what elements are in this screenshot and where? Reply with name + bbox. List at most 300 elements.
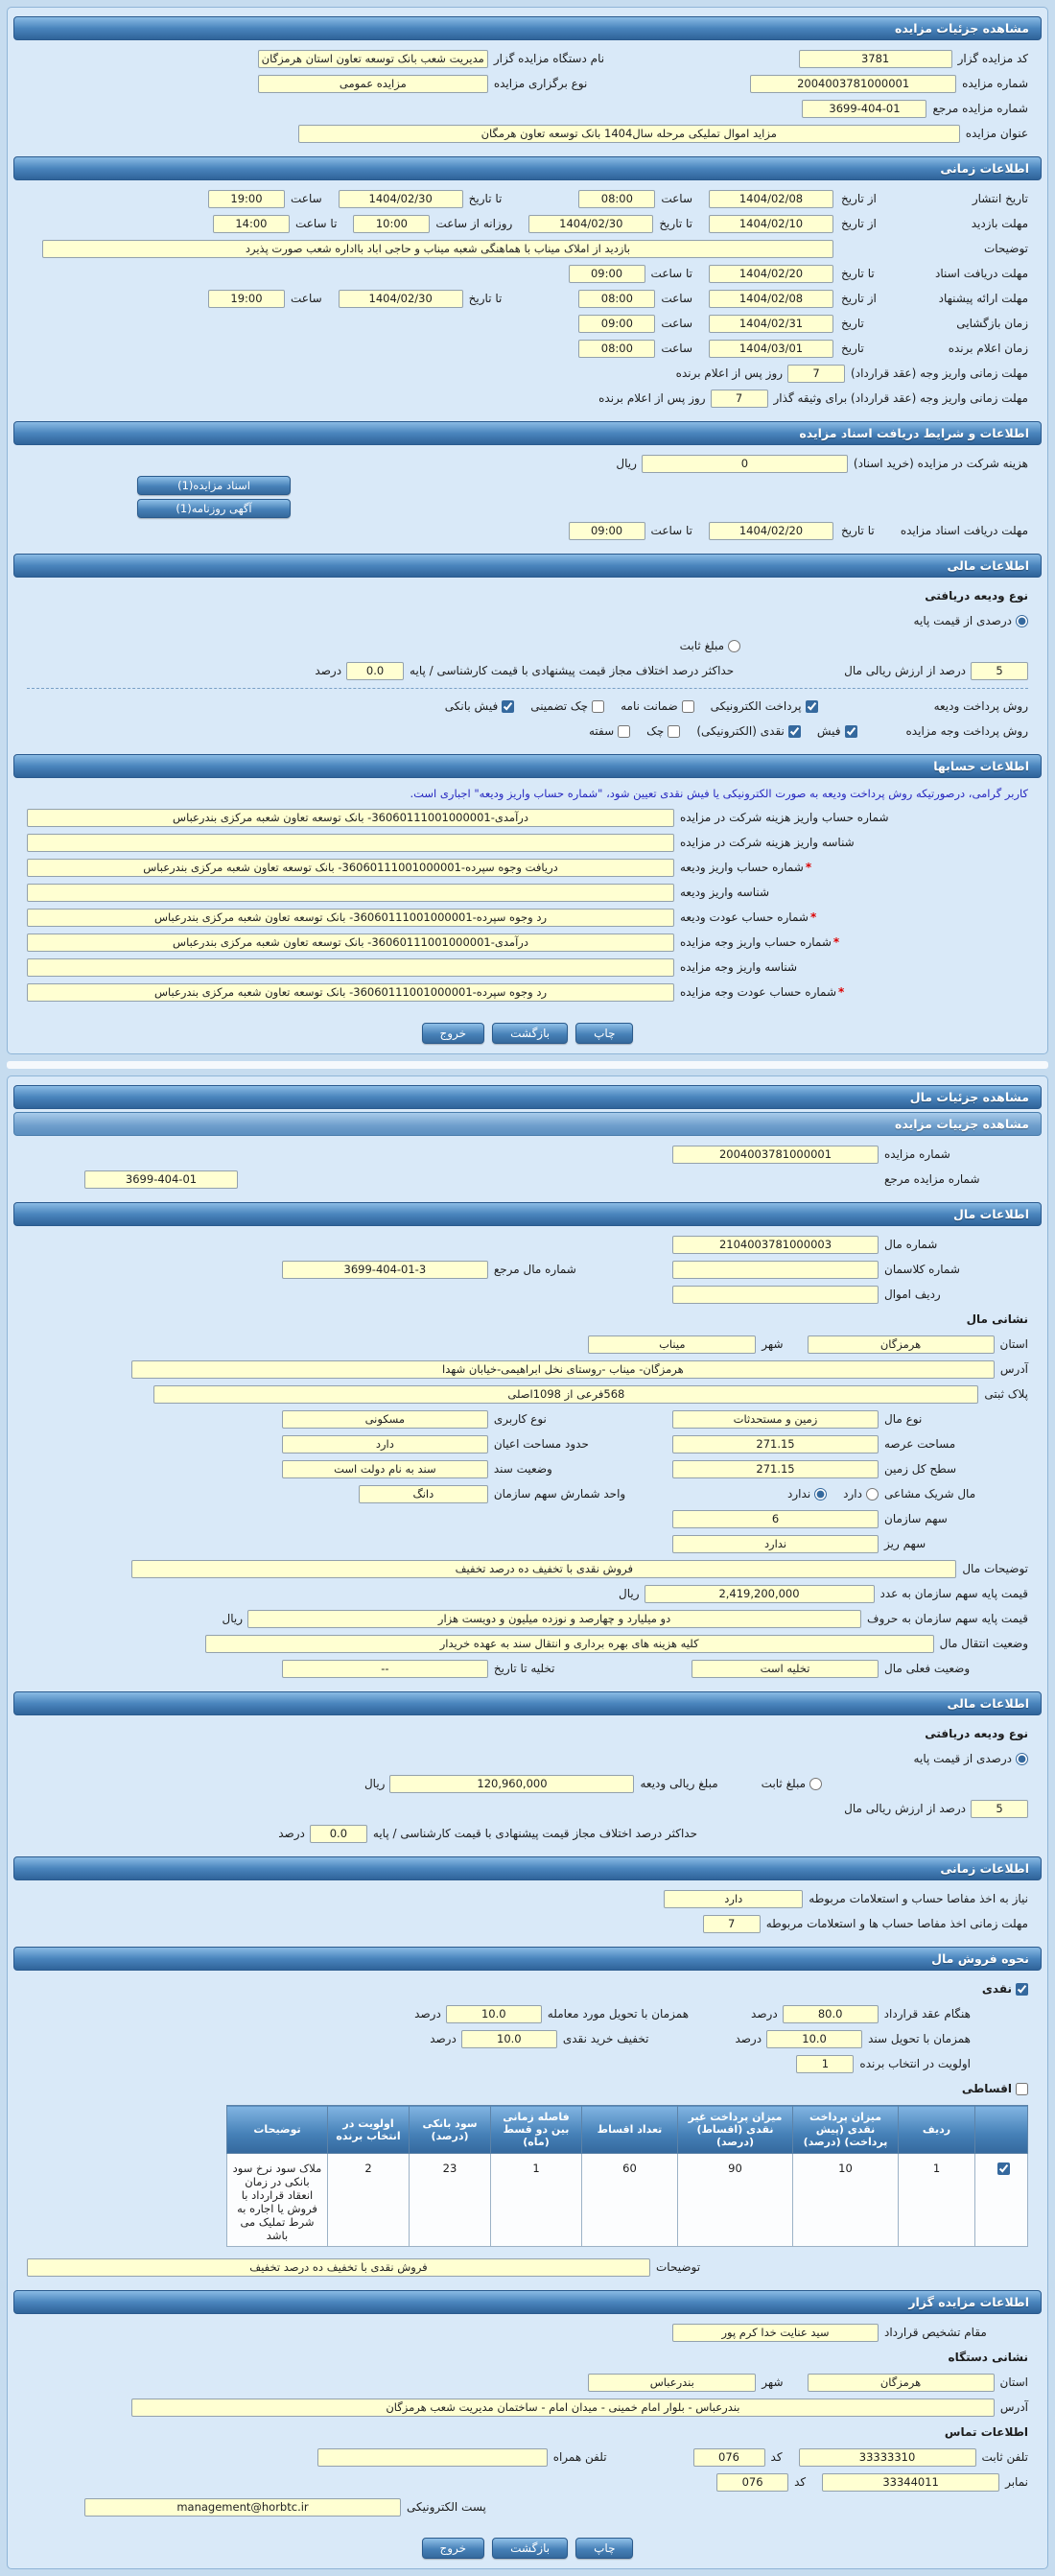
max-diff2-label: حداکثر درصد اختلاف مجاز قیمت پیشنهادی با قیمت کارشناسی / پایه xyxy=(372,1827,697,1840)
cash-electronic-checkbox[interactable] xyxy=(788,725,801,738)
row-current-status xyxy=(17,1656,1038,1681)
installment-interval-header: فاصله زمانی بین دو قسط (ماه) xyxy=(491,2106,582,2154)
deposit-percent-radio2[interactable] xyxy=(1016,1753,1028,1765)
auction-ref-input[interactable] xyxy=(802,100,926,118)
winner-time-input[interactable] xyxy=(578,340,655,358)
deposit-fixed-option2-label: مبلغ ثابت xyxy=(761,1777,806,1790)
fee-deposit-id-label: شناسه واریز هزینه شرکت در مزایده xyxy=(680,836,855,849)
deposit-amount-currency: ریال xyxy=(363,1777,386,1790)
phone-code-label: کد xyxy=(770,2450,783,2464)
row-fee-account xyxy=(17,805,1038,830)
row-payment-account xyxy=(17,930,1038,955)
payment-account-input[interactable] xyxy=(27,934,674,952)
opening-label: زمان بازگشایی تاریخ xyxy=(841,317,1028,330)
seller-header: اطلاعات مزایده گزار xyxy=(13,2290,1042,2314)
seller-address-label: آدرس xyxy=(999,2400,1028,2414)
visit-to-date-label: تا تاریخ xyxy=(659,217,692,230)
timing-header: اطلاعات زمانی xyxy=(13,156,1042,180)
payment-id-input[interactable] xyxy=(27,958,674,977)
installment-table-header-row xyxy=(227,2106,1028,2154)
property-no-label: شماره مال xyxy=(884,1238,938,1251)
property-row-no-label: ردیف اموال xyxy=(884,1288,941,1301)
docs-receive-deadline-date-input[interactable] xyxy=(709,522,833,540)
publish-label: تاریخ انتشار از تاریخ xyxy=(841,192,1028,205)
cash-discount-label: تخفیف خرید نقدی xyxy=(562,2032,649,2045)
row-property-address-group xyxy=(17,1307,1038,1332)
auction-no-label: شماره مزایده xyxy=(962,77,1028,90)
seller-address-input[interactable] xyxy=(131,2399,995,2417)
shared-none-label: ندارد xyxy=(787,1487,811,1501)
row-doc-buttons xyxy=(17,476,1038,518)
row-winner-priority xyxy=(17,2051,1038,2076)
sub-share-input[interactable] xyxy=(672,1535,879,1553)
promissory-note-checkbox[interactable] xyxy=(618,725,630,738)
row-cash-option xyxy=(17,1976,1038,2001)
deposit-return-account-label: *شماره حساب عودت ودیعه xyxy=(680,910,817,924)
guarantor-deadline-days-input[interactable] xyxy=(711,390,768,408)
deposit-id-label: شناسه واریز ودیعه xyxy=(680,886,770,899)
bank-interest-cell: 23 xyxy=(410,2154,491,2247)
agency-name-label: نام دستگاه مزایده گزار xyxy=(493,52,605,65)
auction-type-input[interactable] xyxy=(258,75,488,93)
section-timing xyxy=(13,156,1042,413)
plate-input[interactable] xyxy=(153,1385,978,1404)
area-label: مساحت عرصه xyxy=(884,1437,956,1451)
cash-electronic-label: نقدی (الکترونیکی) xyxy=(696,724,785,738)
opening-time-input[interactable] xyxy=(578,315,655,333)
docs-deadline-date-input[interactable] xyxy=(709,265,833,283)
auction-documents-button[interactable]: اسناد مزایده(1) xyxy=(137,476,291,495)
back-button-bottom[interactable]: بازگشت xyxy=(492,2538,568,2559)
row-deposit-type2 xyxy=(17,1721,1038,1746)
contract-percent-suffix: درصد xyxy=(751,2007,778,2021)
shared-has-radio[interactable] xyxy=(866,1488,879,1501)
pv-ref-no-input[interactable] xyxy=(84,1170,238,1189)
auction-actions xyxy=(8,1015,1047,1046)
noncash-payment-cell: 90 xyxy=(678,2154,793,2247)
auction-no-input[interactable] xyxy=(750,75,956,93)
payment-id-label: شناسه واریز وجه مزایده xyxy=(680,960,798,974)
participation-fee-currency: ریال xyxy=(616,457,637,470)
property-ref-input[interactable] xyxy=(282,1261,488,1279)
required-mark: * xyxy=(832,935,840,949)
row-docs-deadline xyxy=(17,261,1038,286)
auction-title-label: عنوان مزایده xyxy=(965,127,1028,140)
deposit-fixed-radio[interactable] xyxy=(728,640,740,652)
deposit-type2-label: نوع ودیعه دریافتی xyxy=(925,1727,1028,1740)
section-property xyxy=(13,1202,1042,1683)
contract-time-label: هنگام عقد قرارداد xyxy=(883,2007,971,2021)
noncash-payment-header: میزان پرداخت غیر نقدی (اقساط) (درصد) xyxy=(678,2106,793,2154)
cash-sale-label: نقدی xyxy=(981,1982,1012,1996)
row-deposit-percent-option xyxy=(17,608,1038,633)
cash-payment-header: میزان پرداخت نقدی (پیش پرداخت) (درصد) xyxy=(793,2106,899,2154)
row-deposit-account xyxy=(17,855,1038,880)
deposit-type-label: نوع ودیعه دریافتی xyxy=(925,589,1028,603)
print-button-top[interactable]: چاپ xyxy=(575,1023,633,1044)
bank-slip-checkbox[interactable] xyxy=(502,700,514,713)
seller-city-input[interactable] xyxy=(588,2374,756,2392)
classification-input[interactable] xyxy=(672,1261,879,1279)
row-payment-deadline xyxy=(17,361,1038,386)
publish-from-date-input[interactable] xyxy=(709,190,833,208)
cheque-label: چک xyxy=(646,724,665,738)
payment-deadline-days-input[interactable] xyxy=(787,365,845,383)
visit-to-date-input[interactable] xyxy=(528,215,653,233)
offer-from-date-input[interactable] xyxy=(709,290,833,308)
sale-header: نحوه فروش مال xyxy=(13,1947,1042,1971)
row-clearance xyxy=(17,1886,1038,1911)
publish-to-hour-label: ساعت xyxy=(291,192,322,205)
section-timing2 xyxy=(13,1856,1042,1938)
fee-deposit-id-input[interactable] xyxy=(27,834,674,852)
row-sale-notes xyxy=(17,2255,1038,2280)
total-land-input[interactable] xyxy=(672,1460,879,1478)
offer-from-hour-label: ساعت xyxy=(661,292,692,305)
installment-table xyxy=(226,2105,1028,2247)
deposit-fixed-option-label: مبلغ ثابت xyxy=(679,639,724,652)
deposit-amount-input[interactable] xyxy=(389,1775,634,1793)
classification-label: شماره کلاسمان xyxy=(884,1263,960,1276)
area-input[interactable] xyxy=(672,1435,879,1453)
deposit-account-input[interactable] xyxy=(27,859,674,877)
offer-to-hour-label: ساعت xyxy=(291,292,322,305)
shared-property-label: مال شریک مشاعی xyxy=(884,1487,976,1501)
row-auction-no-type xyxy=(17,71,1038,96)
row-price-num xyxy=(17,1581,1038,1606)
docs-receive-deadline-hour-label: تا ساعت xyxy=(650,524,692,537)
deposit-return-account-input[interactable] xyxy=(27,909,674,927)
fee-account-input[interactable] xyxy=(27,809,674,827)
cash-sale-checkbox[interactable] xyxy=(1016,1983,1028,1996)
required-mark: * xyxy=(805,861,812,874)
row-bidder-agency xyxy=(17,46,1038,71)
row-deposit-percent-value xyxy=(17,658,1038,683)
row-email xyxy=(17,2494,1038,2519)
sub-share-label: سهم ریز xyxy=(884,1537,926,1550)
participation-fee-input[interactable] xyxy=(642,455,848,473)
installment-count-header: تعداد اقساط xyxy=(582,2106,678,2154)
row-transfer-status xyxy=(17,1631,1038,1656)
electronic-payment-label: پرداخت الکترونیکی xyxy=(710,699,802,713)
deed-percent-suffix: درصد xyxy=(735,2032,762,2045)
select-column-header xyxy=(975,2106,1028,2154)
installment-count-cell: 60 xyxy=(582,2154,678,2247)
property-city-input[interactable] xyxy=(588,1335,756,1354)
row-visit xyxy=(17,211,1038,236)
shared-none-radio[interactable] xyxy=(814,1488,827,1501)
row-type-usage xyxy=(17,1406,1038,1431)
clearance-label: نیاز به اخذ مفاصا حساب و استعلامات مربوطه xyxy=(809,1892,1028,1905)
row-sub-share xyxy=(17,1531,1038,1556)
publish-to-time-input[interactable] xyxy=(208,190,285,208)
row-pv-auction-no xyxy=(17,1142,1038,1167)
building-limits-input[interactable] xyxy=(282,1435,488,1453)
bidder-code-input[interactable] xyxy=(799,50,952,68)
winner-date-input[interactable] xyxy=(709,340,833,358)
row-fee-deposit-id xyxy=(17,830,1038,855)
deposit-id-input[interactable] xyxy=(27,884,674,902)
property-notes-label: توضیحات مال xyxy=(962,1562,1028,1575)
visit-from-date-input[interactable] xyxy=(709,215,833,233)
notes-header: توضیحات xyxy=(227,2106,328,2154)
visit-daily-to-time-input[interactable] xyxy=(213,215,290,233)
fax-code-label: کد xyxy=(794,2475,807,2489)
section-docs xyxy=(13,421,1042,545)
offer-from-time-input[interactable] xyxy=(578,290,655,308)
docs-receive-deadline-label: مهلت دریافت اسناد مزایده تا تاریخ xyxy=(841,524,1028,537)
mobile-input[interactable] xyxy=(317,2448,548,2467)
sale-notes-input[interactable] xyxy=(27,2258,650,2277)
clearance-input[interactable] xyxy=(664,1890,803,1908)
property-no-input[interactable] xyxy=(672,1236,879,1254)
visit-notes-label: توضیحات xyxy=(983,242,1028,255)
shared-has-label: دارد xyxy=(843,1487,862,1501)
participation-fee-label: هزینه شرکت در مزایده (خرید اسناد) xyxy=(853,457,1028,470)
section-sale xyxy=(13,1947,1042,2281)
property-type-input[interactable] xyxy=(672,1410,879,1429)
exit-button-top[interactable]: خروج xyxy=(422,1023,485,1044)
deposit-percent-value2-input[interactable] xyxy=(971,1800,1028,1818)
deposit-percent-value-input[interactable] xyxy=(971,662,1028,680)
row-deposit-return-account xyxy=(17,905,1038,930)
auction-type-label: نوع برگزاری مزایده xyxy=(493,77,588,90)
deposit-percent-value-label: درصد از ارزش ریالی مال xyxy=(844,664,966,677)
fee-account-label: شماره حساب واریز هزینه شرکت در مزایده xyxy=(680,811,889,824)
auction-ref-label: شماره مزایده مرجع xyxy=(932,102,1028,115)
property-notes-input[interactable] xyxy=(131,1560,956,1578)
authority-input[interactable] xyxy=(672,2324,879,2342)
property-ref-label: شماره مال مرجع xyxy=(493,1263,576,1276)
contact-group-label: اطلاعات تماس xyxy=(944,2425,1028,2439)
row-classification-ref xyxy=(17,1257,1038,1282)
deed-time-label: همزمان با تحویل سند xyxy=(868,2032,971,2045)
visit-notes-input[interactable] xyxy=(42,240,833,258)
publish-from-hour-label: ساعت xyxy=(661,192,692,205)
property-address-group-label: نشانی مال xyxy=(966,1312,1028,1326)
bank-slip-label: فیش بانکی xyxy=(444,699,499,713)
row-contract-delivery xyxy=(17,2001,1038,2026)
seller-province-input[interactable] xyxy=(808,2374,995,2392)
property-address-input[interactable] xyxy=(131,1360,995,1379)
section-property-view xyxy=(13,1085,1042,1193)
deposit-fixed-radio2[interactable] xyxy=(809,1778,822,1790)
row-max-diff2 xyxy=(17,1821,1038,1846)
exit-button-bottom[interactable]: خروج xyxy=(422,2538,485,2559)
max-diff2-input[interactable] xyxy=(310,1825,367,1843)
accounts-header: اطلاعات حسابها xyxy=(13,754,1042,778)
required-mark: * xyxy=(809,910,817,924)
payment-deadline-label: مهلت زمانی واریز وجه (عقد قرارداد) xyxy=(851,366,1028,380)
publish-from-time-input[interactable] xyxy=(578,190,655,208)
usage-label: نوع کاربری xyxy=(493,1412,547,1426)
installment-row-checkbox[interactable] xyxy=(997,2162,1010,2175)
section-seller xyxy=(13,2290,1042,2521)
transfer-status-label: وضعیت انتقال مال xyxy=(939,1637,1028,1650)
visit-daily-to-label: تا ساعت xyxy=(294,217,338,230)
price-num-label: قیمت پایه سهم سازمان به عدد xyxy=(879,1587,1028,1600)
publish-to-date-input[interactable] xyxy=(339,190,463,208)
pv-ref-no-label: شماره مزایده مرجع xyxy=(884,1172,980,1186)
deed-time-input[interactable] xyxy=(766,2030,862,2048)
offer-to-date-input[interactable] xyxy=(339,290,463,308)
phone-code-input[interactable] xyxy=(693,2448,765,2467)
slip-checkbox[interactable] xyxy=(845,725,857,738)
opening-date-input[interactable] xyxy=(709,315,833,333)
usage-input[interactable] xyxy=(282,1410,488,1429)
phone-input[interactable] xyxy=(799,2448,976,2467)
financial-header: اطلاعات مالی xyxy=(13,554,1042,578)
contract-time-input[interactable] xyxy=(783,2005,879,2023)
fax-label: نمابر xyxy=(1005,2475,1028,2489)
row-fax xyxy=(17,2470,1038,2494)
property-header: اطلاعات مال xyxy=(13,1202,1042,1226)
agency-name-input[interactable] xyxy=(258,50,488,68)
row-publish xyxy=(17,186,1038,211)
offer-to-date-label: تا تاریخ xyxy=(468,292,503,305)
fax-input[interactable] xyxy=(822,2473,999,2492)
org-share-input[interactable] xyxy=(672,1510,879,1528)
seller-city-label: شهر xyxy=(762,2375,784,2389)
deposit-percent-value2-label: درصد از ارزش ریالی مال xyxy=(844,1802,966,1815)
cash-discount-input[interactable] xyxy=(461,2030,557,2048)
row-installment-option xyxy=(17,2076,1038,2101)
price-text-input[interactable] xyxy=(247,1610,861,1628)
pv-auction-no-input[interactable] xyxy=(672,1146,879,1164)
max-diff-percent-suffix: درصد xyxy=(315,664,342,677)
row-authority xyxy=(17,2320,1038,2345)
publish-to-date-label: تا تاریخ xyxy=(468,192,503,205)
transfer-status-input[interactable] xyxy=(205,1635,934,1653)
slip-label: فیش xyxy=(816,724,841,738)
phone-label: تلفن ثابت xyxy=(981,2450,1028,2464)
org-share-label: سهم سازمان xyxy=(884,1512,948,1525)
electronic-payment-checkbox[interactable] xyxy=(806,700,818,713)
row-phone-mobile xyxy=(17,2445,1038,2470)
row-visit-notes xyxy=(17,236,1038,261)
row-deposit-methods xyxy=(17,694,1038,719)
cheque-checkbox[interactable] xyxy=(668,725,680,738)
mobile-label: تلفن همراه xyxy=(552,2450,607,2464)
row-area-building xyxy=(17,1431,1038,1456)
sale-notes-label: توضیحات xyxy=(656,2260,701,2274)
property-province-label: استان xyxy=(999,1337,1028,1351)
docs-deadline-label: مهلت دریافت اسناد تا تاریخ xyxy=(841,267,1028,280)
payment-return-account-input[interactable] xyxy=(27,983,674,1002)
print-button-bottom[interactable]: چاپ xyxy=(575,2538,633,2559)
property-province-input[interactable] xyxy=(808,1335,995,1354)
property-row-no-input[interactable] xyxy=(672,1286,879,1304)
section-accounts xyxy=(13,754,1042,1006)
row-price-text xyxy=(17,1606,1038,1631)
section-financial2 xyxy=(13,1691,1042,1848)
row-winner xyxy=(17,336,1038,361)
property-view-subheader: مشاهده جزییات مزایده xyxy=(13,1112,1042,1136)
back-button-top[interactable]: بازگشت xyxy=(492,1023,568,1044)
row-land-deed xyxy=(17,1456,1038,1481)
row-seller-address xyxy=(17,2395,1038,2420)
share-unit-label: واحد شمارش سهم سازمان xyxy=(493,1487,626,1501)
delivery-time-input[interactable] xyxy=(446,2005,542,2023)
price-num-input[interactable] xyxy=(645,1585,875,1603)
section-auction-view xyxy=(13,16,1042,148)
property-type-label: نوع مال xyxy=(884,1412,923,1426)
price-num-currency: ریال xyxy=(619,1587,640,1600)
accounts-notice: کاربر گرامی، درصورتیکه روش پرداخت ودیعه به صورت الکترونیکی یا فیش نقدی تعیین شود، "شماره حساب واریز ودیعه" اجباری است. xyxy=(410,787,1028,800)
auction-view-header: مشاهده جزئیات مزایده xyxy=(13,16,1042,40)
current-status-input[interactable] xyxy=(692,1660,879,1678)
visit-daily-from-time-input[interactable] xyxy=(353,215,430,233)
panel-separator xyxy=(7,1061,1048,1069)
timing2-header: اطلاعات زمانی xyxy=(13,1856,1042,1880)
building-limits-label: حدود مساحت اعیان xyxy=(493,1437,589,1451)
bank-interest-header: سود بانکی (درصد) xyxy=(410,2106,491,2154)
row-property-notes xyxy=(17,1556,1038,1581)
evacuate-until-label: تخلیه تا تاریخ xyxy=(493,1662,555,1675)
row-contact-group xyxy=(17,2420,1038,2445)
row-shared-unit xyxy=(17,1481,1038,1506)
row-offer xyxy=(17,286,1038,311)
row-deposit-type xyxy=(17,583,1038,608)
delivery-percent-suffix: درصد xyxy=(414,2007,441,2021)
max-diff2-percent-suffix: درصد xyxy=(278,1827,305,1840)
row-number-header: ردیف xyxy=(899,2106,975,2154)
deposit-amount-label: مبلغ ریالی ودیعه xyxy=(640,1777,718,1790)
docs-receive-deadline-time-input[interactable] xyxy=(569,522,645,540)
divider xyxy=(27,688,1028,689)
installment-row xyxy=(227,2154,1028,2247)
installment-interval-cell: 1 xyxy=(491,2154,582,2247)
evacuate-until-input[interactable] xyxy=(282,1660,488,1678)
row-property-province-city xyxy=(17,1332,1038,1357)
fax-code-input[interactable] xyxy=(716,2473,788,2492)
max-diff-input[interactable] xyxy=(346,662,404,680)
row-deposit-fixed-option xyxy=(17,633,1038,658)
row-docs-receive-deadline xyxy=(17,518,1038,543)
offer-to-time-input[interactable] xyxy=(208,290,285,308)
winner-hour-label: ساعت xyxy=(661,342,692,355)
row-opening xyxy=(17,311,1038,336)
financial2-header: اطلاعات مالی xyxy=(13,1691,1042,1715)
winner-priority-label: اولویت در انتخاب برنده xyxy=(859,2057,971,2070)
email-label: پست الکترونیکی xyxy=(407,2500,486,2514)
row-payment-id xyxy=(17,955,1038,980)
certified-cheque-checkbox[interactable] xyxy=(592,700,604,713)
promissory-note-label: سفته xyxy=(588,724,615,738)
row-plate xyxy=(17,1382,1038,1406)
clearance-deadline-input[interactable] xyxy=(703,1915,761,1933)
deposit-percent-radio[interactable] xyxy=(1016,615,1028,627)
guarantor-deadline-suffix: روز پس از اعلام برنده xyxy=(598,391,706,405)
auction-title-input[interactable] xyxy=(298,125,960,143)
email-input[interactable] xyxy=(84,2498,401,2517)
installment-sale-checkbox[interactable] xyxy=(1016,2083,1028,2095)
row-number-cell: 1 xyxy=(899,2154,975,2247)
notes-cell: ملاک سود نرخ سود بانکی در زمان انعقاد قرارداد با فروش یا اجاره به شرط تملیک می باشد xyxy=(227,2154,328,2247)
deed-status-input[interactable] xyxy=(282,1460,488,1478)
discount-percent-suffix: درصد xyxy=(430,2032,457,2045)
auction-details-panel xyxy=(7,7,1048,1054)
property-view-header: مشاهده جزئیات مال xyxy=(13,1085,1042,1109)
row-pv-ref-no xyxy=(17,1167,1038,1192)
row-participation-fee xyxy=(17,451,1038,476)
newspaper-ad-button[interactable]: آگهی روزنامه(1) xyxy=(137,499,291,518)
guarantee-letter-checkbox[interactable] xyxy=(682,700,694,713)
docs-deadline-time-input[interactable] xyxy=(569,265,645,283)
share-unit-input[interactable] xyxy=(359,1485,488,1503)
winner-priority-input[interactable] xyxy=(796,2055,854,2073)
row-property-address xyxy=(17,1357,1038,1382)
